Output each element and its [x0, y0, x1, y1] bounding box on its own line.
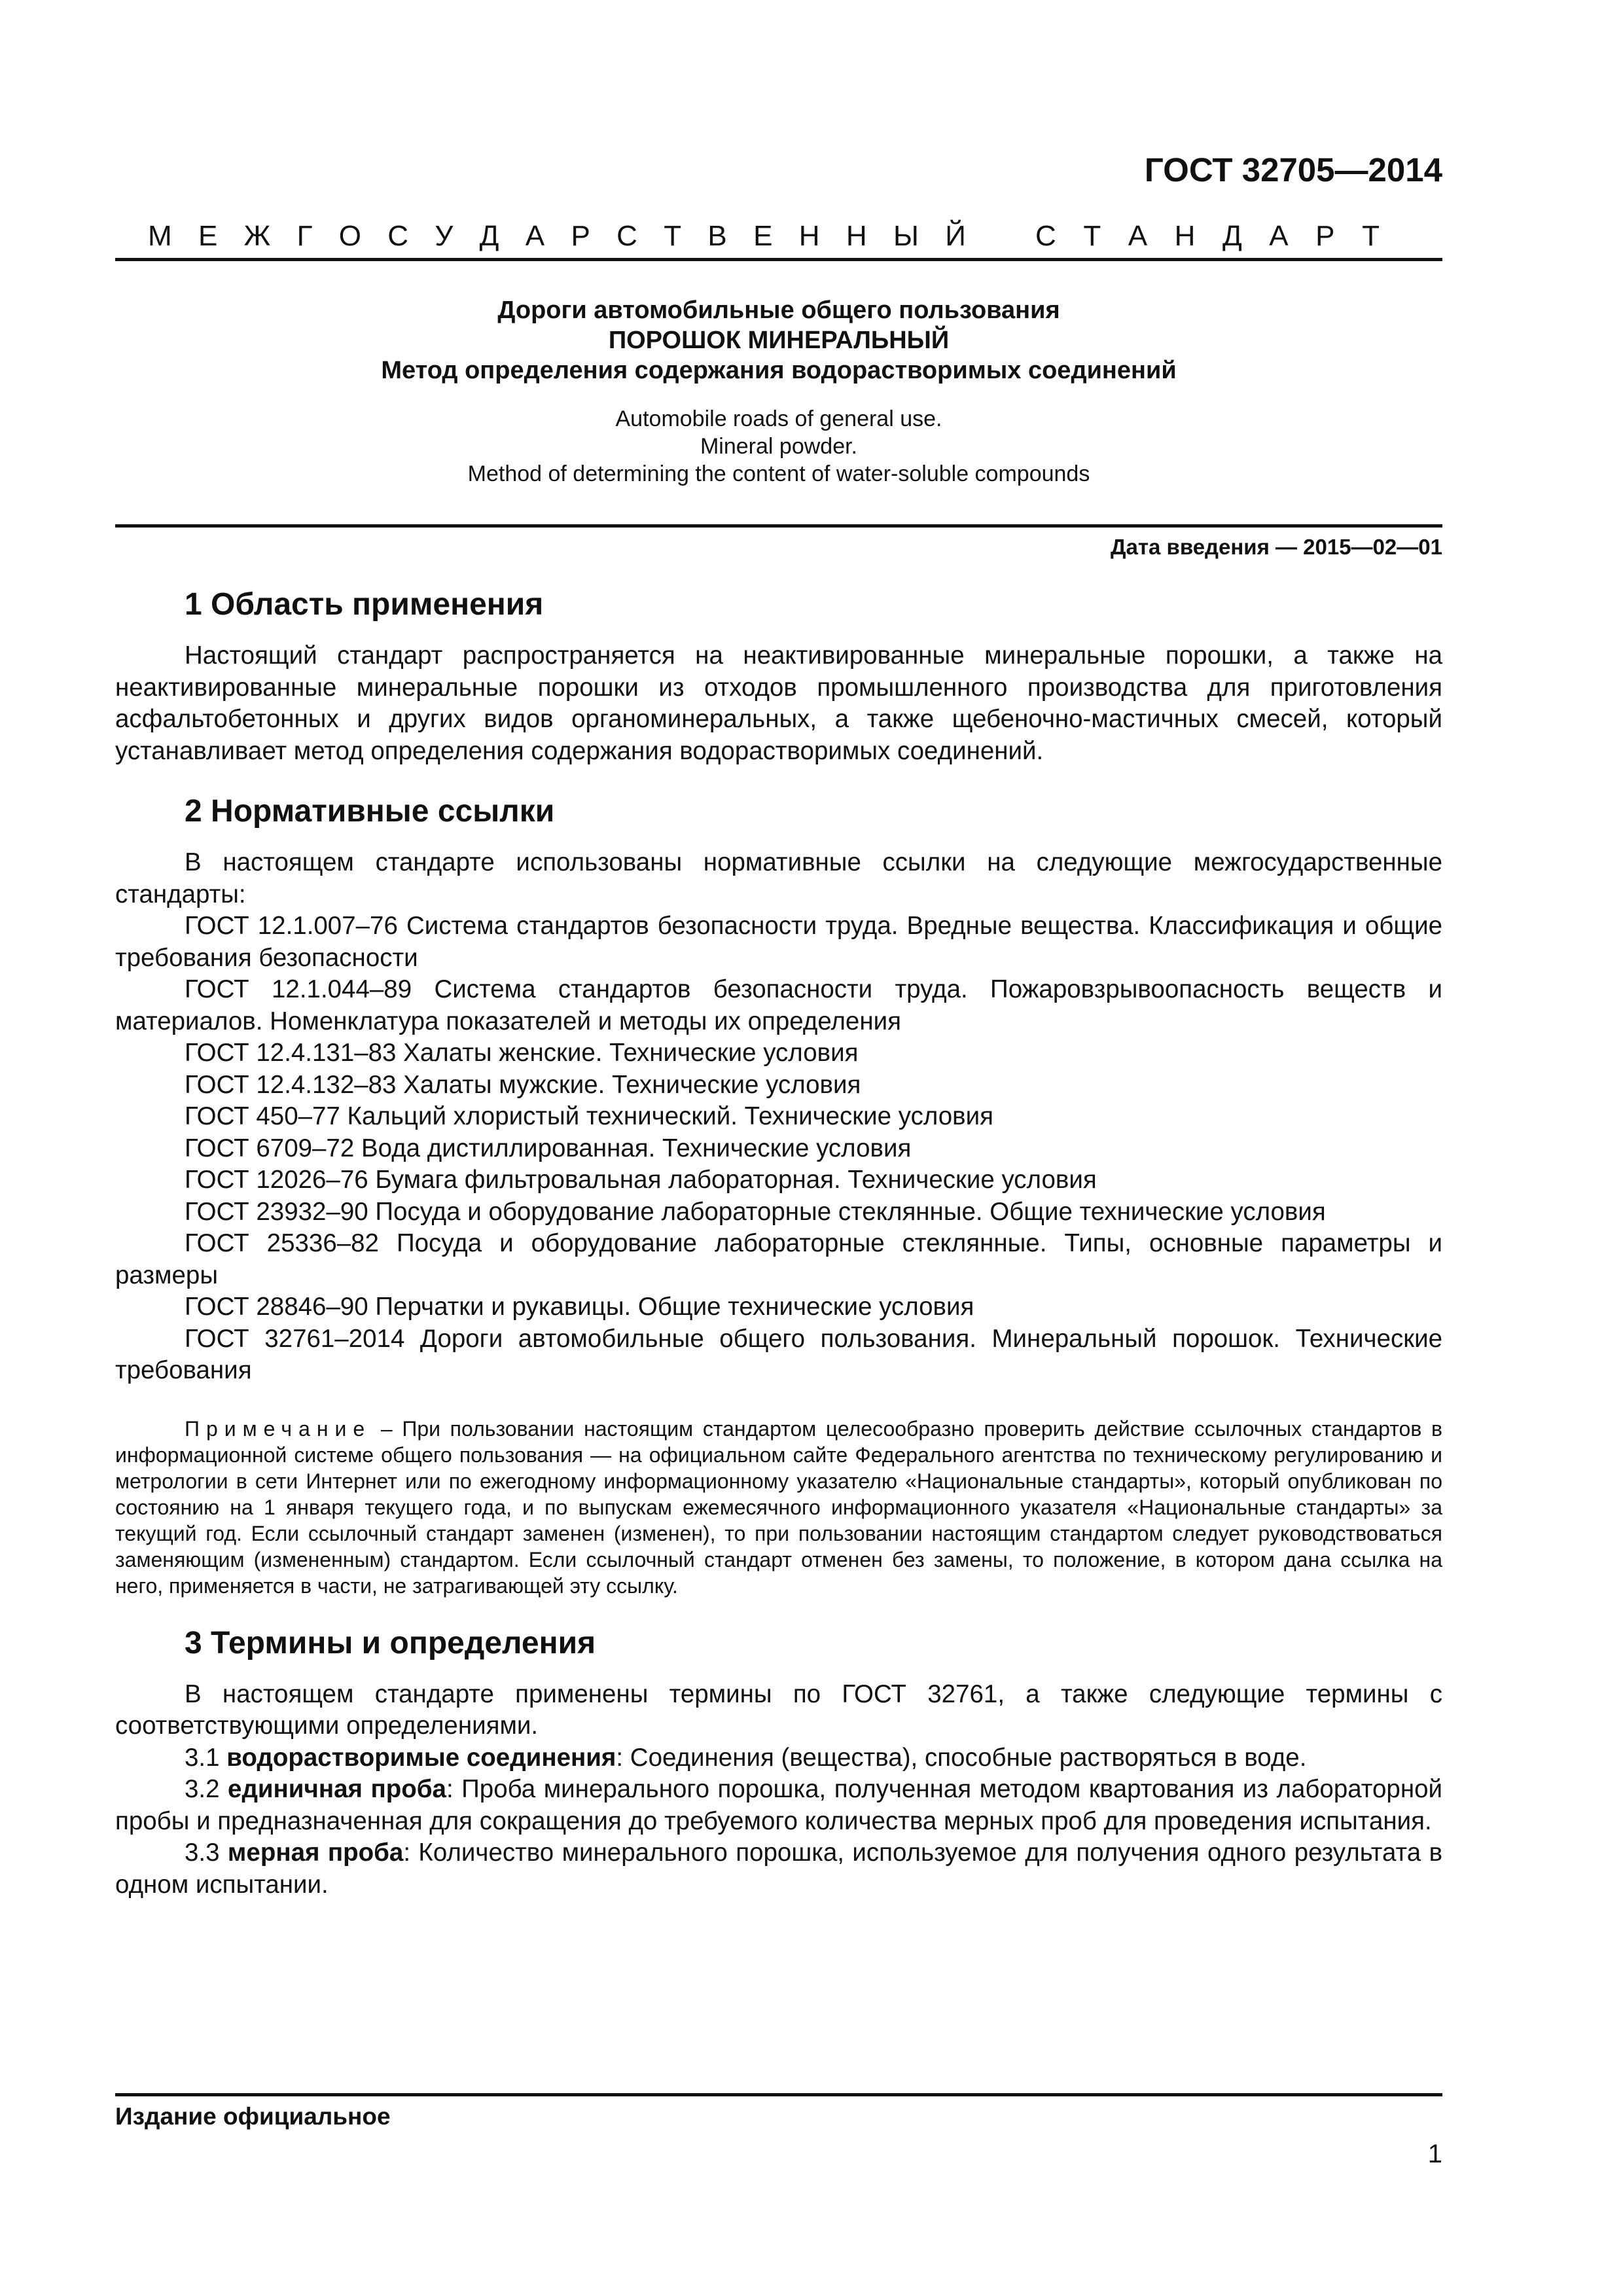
title-line: Дороги автомобильные общего пользования	[497, 296, 1060, 324]
banner-letter: У	[435, 220, 454, 252]
section-heading-references: 2 Нормативные ссылки	[185, 794, 555, 829]
banner-word-interstate	[148, 220, 966, 253]
reference-item: ГОСТ 25336–82 Посуда и оборудование лабораторные стеклянные. Типы, основные параметры и размеры	[115, 1229, 1442, 1289]
banner-letter: Ы	[893, 220, 919, 252]
standard-banner	[115, 216, 1442, 253]
reference-item: ГОСТ 12.4.132–83 Халаты мужские. Технические условия	[185, 1070, 861, 1099]
title-rule	[115, 524, 1442, 528]
term-item	[115, 1742, 1442, 1774]
english-title	[115, 405, 1442, 488]
reference-item: ГОСТ 32761–2014 Дороги автомобильные общего пользования. Минеральный порошок. Технические требования	[115, 1324, 1442, 1384]
banner-letter: О	[338, 220, 361, 252]
banner-letter: А	[525, 220, 545, 252]
scope-paragraph: Настоящий стандарт распространяется на неактивированные минеральные порошки, а также на неактивированные минеральные порошки из отходов промышленного производства для приготовления асфальтобетонных и других видов органоминеральных, а также щебеночно-мастичных смесей, который устанавливает метод определения содержания водорастворимых соединений.	[115, 641, 1442, 765]
reference-item: ГОСТ 28846–90 Перчатки и рукавицы. Общие технические условия	[185, 1293, 974, 1321]
section-heading-scope: 1 Область применения	[185, 587, 544, 622]
term-definition: : Количество минерального порошка, используемое для получения одного результата в одном испытании.	[115, 1839, 1443, 1899]
references-intro: В настоящем стандарте использованы нормативные ссылки на следующие межгосударственные стандарты:	[115, 848, 1442, 908]
banner-letter: Д	[479, 220, 499, 252]
title-line: ПОРОШОК МИНЕРАЛЬНЫЙ	[608, 327, 950, 354]
banner-letter: А	[1269, 220, 1289, 252]
banner-letter: С	[387, 220, 409, 252]
document-page	[115, 131, 1442, 1901]
term-name: водорастворимые соединения	[226, 1743, 616, 1772]
banner-rule	[115, 258, 1442, 261]
document-title	[115, 295, 1442, 386]
term-item	[115, 1774, 1442, 1837]
banner-letter: Т	[664, 220, 682, 252]
banner-letter: Т	[1083, 220, 1101, 252]
term-number: 3.2	[185, 1775, 228, 1803]
banner-letter: Р	[571, 220, 590, 252]
reference-item: ГОСТ 12.1.044–89 Система стандартов безопасности труда. Пожаровзрывоопасность веществ и материалов. Номенклатура показателей и методы их определения	[115, 975, 1442, 1035]
banner-letter: В	[707, 220, 727, 252]
banner-letter: Т	[1362, 220, 1380, 252]
banner-word-standard	[1035, 220, 1380, 253]
term-definition: : Соединения (вещества), способные растворяться в воде.	[616, 1743, 1307, 1772]
english-title-line: Automobile roads of general use.	[615, 406, 942, 431]
section-heading-terms: 3 Термины и определения	[185, 1625, 596, 1660]
note-text: – При пользовании настоящим стандартом целесообразно проверить действие ссылочных стандартов в информационной системе общего пользования — на официальном сайте Федерального агентства по техническому регулированию и метрологии в сети Интернет или по ежегодному информационному указателю «Национальные стандарты», который опубликован по состоянию на 1 января текущего года, и по выпускам ежемесячного информационного указателя «Национальные стандарты» за текущий год. Если ссылочный стандарт заменен (изменен), то при пользовании настоящим стандартом следует руководствоваться заменяющим (измененным) стандартом. Если ссылочный стандарт отменен без замены, то положение, в котором дана ссылка на него, применяется в части, не затрагивающей эту ссылку.	[115, 1416, 1442, 1598]
reference-item: ГОСТ 6709–72 Вода дистиллированная. Технические условия	[185, 1134, 912, 1162]
banner-letter: Н	[846, 220, 867, 252]
banner-letter: С	[616, 220, 637, 252]
banner-letter: Г	[296, 220, 313, 252]
terms-intro: В настоящем стандарте применены термины по ГОСТ 32761, а также следующие термины с соответствующими определениями.	[115, 1679, 1442, 1740]
term-number: 3.1	[185, 1743, 227, 1772]
introduction-date: Дата введения — 2015—02—01	[1111, 535, 1442, 559]
note-label: Примечание	[185, 1416, 372, 1441]
banner-letter: Н	[798, 220, 820, 252]
banner-letter: Д	[1222, 220, 1242, 252]
banner-letter: Й	[945, 220, 966, 252]
term-number: 3.3	[185, 1839, 228, 1867]
reference-item: ГОСТ 12.4.131–83 Халаты женские. Технические условия	[185, 1039, 859, 1067]
banner-letter: С	[1035, 220, 1056, 252]
banner-letter: Н	[1174, 220, 1196, 252]
banner-letter: М	[148, 220, 172, 252]
english-title-line: Method of determining the content of water-soluble compounds	[467, 461, 1090, 486]
banner-letter: Р	[1315, 220, 1335, 252]
term-definition: : Проба минерального порошка, полученная методом квартования из лабораторной пробы и предназначенная для сокращения до требуемого количества мерных проб для проведения испытания.	[115, 1775, 1443, 1835]
title-line: Метод определения содержания водорастворимых соединений	[381, 357, 1177, 384]
reference-item: ГОСТ 12026–76 Бумага фильтровальная лабораторная. Технические условия	[185, 1166, 1097, 1194]
term-name: мерная проба	[227, 1839, 404, 1867]
english-title-line: Mineral powder.	[700, 434, 857, 459]
term-item	[115, 1837, 1442, 1901]
banner-letter: Ж	[243, 220, 271, 252]
banner-letter: А	[1128, 220, 1148, 252]
reference-item: ГОСТ 23932–90 Посуда и оборудование лабораторные стеклянные. Общие технические условия	[185, 1197, 1326, 1226]
document-number: ГОСТ 32705—2014	[1144, 151, 1442, 188]
page-number: 1	[1427, 2140, 1442, 2168]
term-name: единичная проба	[228, 1775, 446, 1803]
banner-letter: Е	[753, 220, 773, 252]
references-note	[115, 1416, 1442, 1599]
reference-item: ГОСТ 450–77 Кальций хлористый технический. Технические условия	[185, 1102, 993, 1130]
reference-item: ГОСТ 12.1.007–76 Система стандартов безопасности труда. Вредные вещества. Классификация и общие требования безопасности	[115, 912, 1442, 972]
official-edition-label: Издание официальное	[115, 2103, 391, 2130]
footer-rule	[115, 2093, 1442, 2096]
banner-letter: Е	[198, 220, 218, 252]
